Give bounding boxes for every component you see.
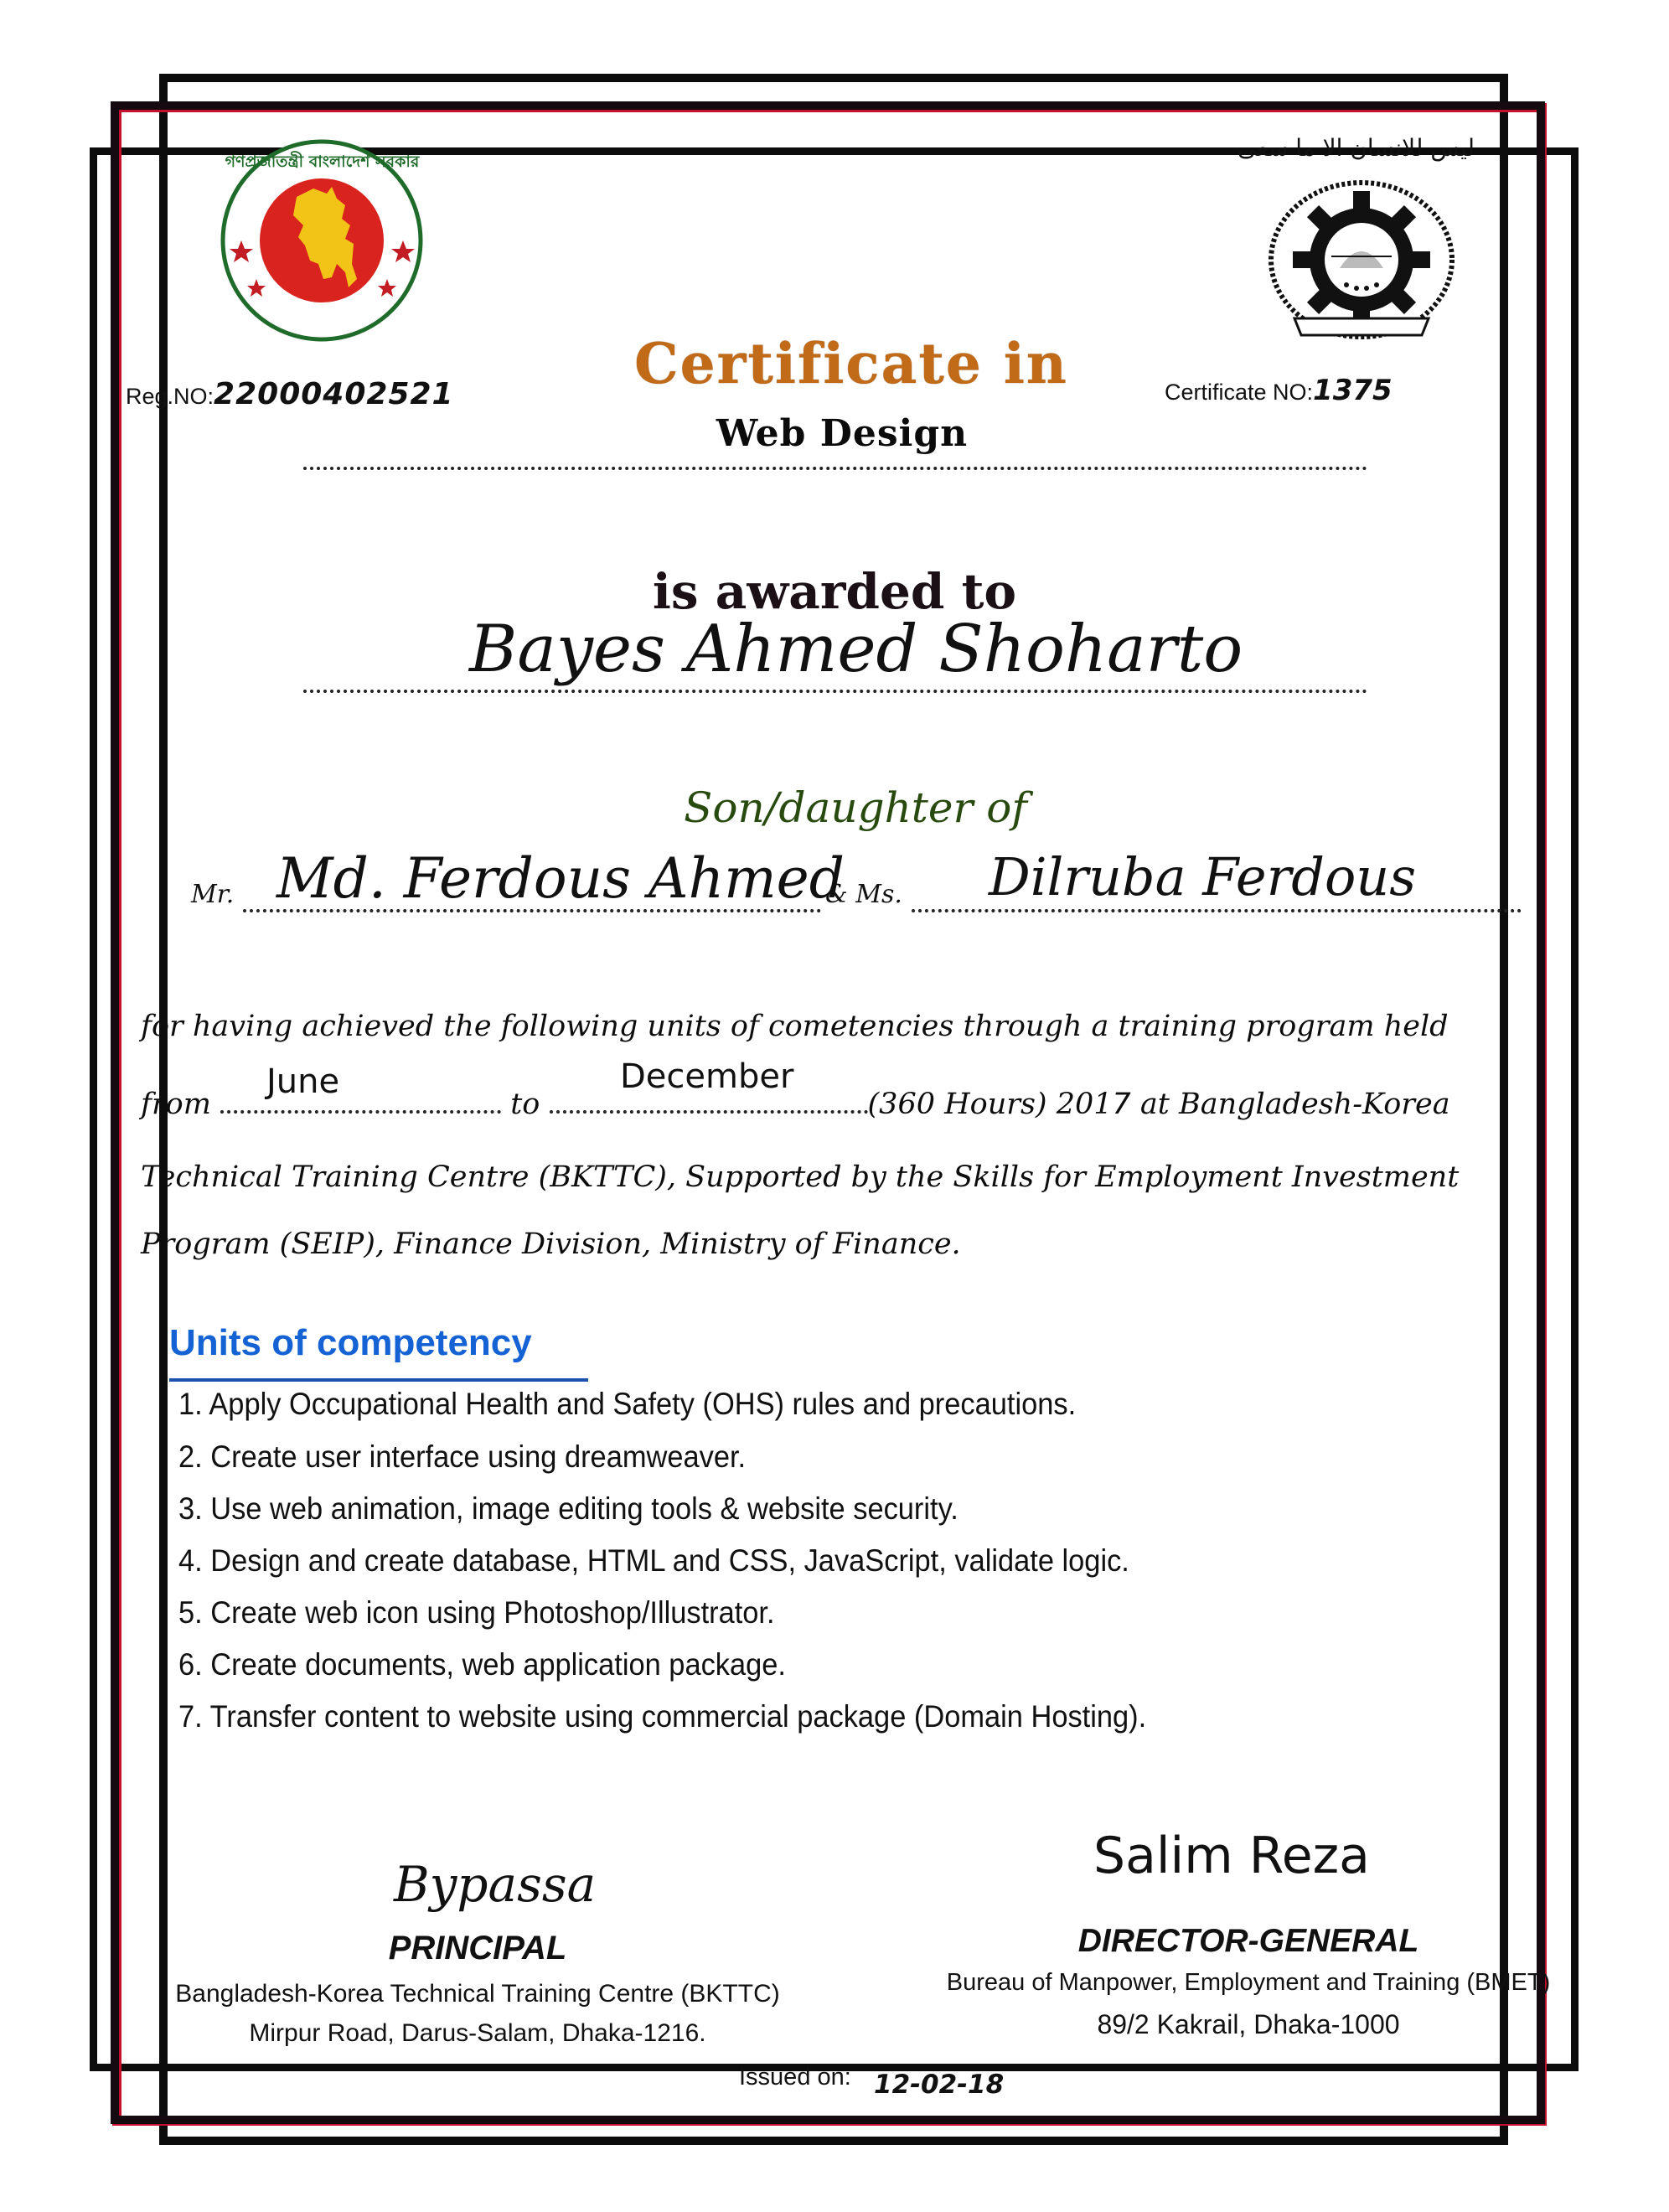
- reg-label: Reg.NO:: [126, 384, 214, 409]
- from-dotted-line: [220, 1110, 501, 1114]
- recipient-name: Bayes Ahmed Shoharto: [469, 612, 1243, 687]
- unit-item: 3. Use web animation, image editing tools & website security.: [178, 1491, 959, 1526]
- unit-item: 4. Design and create database, HTML and CSS, JavaScript, validate logic.: [178, 1543, 1129, 1578]
- hours-text: (360 Hours) 201: [867, 1088, 1113, 1121]
- director-general-address: 89/2 Kakrail, Dhaka-1000: [1097, 2009, 1400, 2039]
- bangladesh-government-seal-icon: [220, 138, 425, 344]
- certificate-no-label: Certificate NO:: [1165, 380, 1314, 405]
- principal-address: Mirpur Road, Darus-Salam, Dhaka-1216.: [249, 2019, 706, 2047]
- issued-on-label: Issued on:: [739, 2064, 851, 2091]
- units-heading: Units of competency: [169, 1322, 532, 1363]
- title-line-2: Web Design: [716, 412, 969, 455]
- from-label: from: [141, 1088, 211, 1121]
- unit-item: 5. Create web icon using Photoshop/Illustrator.: [178, 1595, 775, 1630]
- units-heading-underline: [169, 1378, 588, 1382]
- father-name: Md. Ferdous Ahmed: [276, 846, 845, 911]
- unit-item: 6. Create documents, web application package.: [178, 1647, 786, 1682]
- certificate-no-value: 1375: [1313, 374, 1393, 407]
- recipient-dotted-line: [303, 690, 1367, 693]
- director-general-title: DIRECTOR-GENERAL: [1077, 1923, 1419, 1959]
- seal-text: গণপ্রজাতন্ত্রী বাংলাদেশ সরকার: [225, 152, 420, 171]
- director-general-organization: Bureau of Manpower, Employment and Training (BMET): [946, 1969, 1551, 1996]
- unit-item: 2. Create user interface using dreamweaver.: [178, 1439, 747, 1474]
- unit-item: 1. Apply Occupational Health and Safety (OHS) rules and precautions.: [178, 1387, 1077, 1421]
- mother-name: Dilruba Ferdous: [989, 846, 1417, 907]
- to-label: to: [510, 1088, 540, 1121]
- reg-number-value: 22000402521: [214, 377, 454, 411]
- from-month-value: June: [266, 1062, 340, 1101]
- title-dotted-line: [303, 467, 1367, 470]
- son-daughter-text: Son/daughter of: [684, 783, 1027, 832]
- to-month-value: December: [620, 1057, 794, 1096]
- emblem-motto: ليس للانسان الا ما سعى: [1238, 134, 1475, 162]
- statement-line-1: for having achieved the following units of cometencies through a training program held: [141, 1010, 1449, 1043]
- statement-line-4: Program (SEIP), Finance Division, Ministry of Finance.: [141, 1227, 961, 1261]
- year-handwritten-digit: 7: [1112, 1088, 1131, 1121]
- title-line-1: Certificate in: [634, 331, 1068, 396]
- son-daughter-label: [0, 783, 1669, 832]
- ms-label: & Ms.: [825, 880, 902, 909]
- certificate-course: [0, 412, 1669, 455]
- mother-dotted-line: [912, 909, 1522, 912]
- unit-item: 7. Transfer content to website using commercial package (Domain Hosting).: [178, 1699, 1147, 1734]
- principal-signature: Bypassa: [394, 1856, 597, 1913]
- principal-organization: Bangladesh-Korea Technical Training Centre (BKTTC): [175, 1980, 780, 2008]
- to-dotted-line: [550, 1110, 868, 1114]
- statement-line-3: Technical Training Centre (BKTTC), Supported by the Skills for Employment Investment: [141, 1160, 1460, 1194]
- director-general-signature: Salim Reza: [1093, 1827, 1370, 1885]
- issued-on-date: 12-02-18: [874, 2070, 1005, 2100]
- awarded-to-text: is awarded to: [652, 563, 1017, 620]
- bmet-gear-emblem-icon: [1238, 134, 1475, 352]
- mr-label: Mr.: [191, 880, 235, 909]
- principal-title: PRINCIPAL: [388, 1930, 567, 1967]
- certificate-title: [0, 331, 1669, 396]
- venue-text: at Bangladesh-Korea: [1130, 1088, 1450, 1121]
